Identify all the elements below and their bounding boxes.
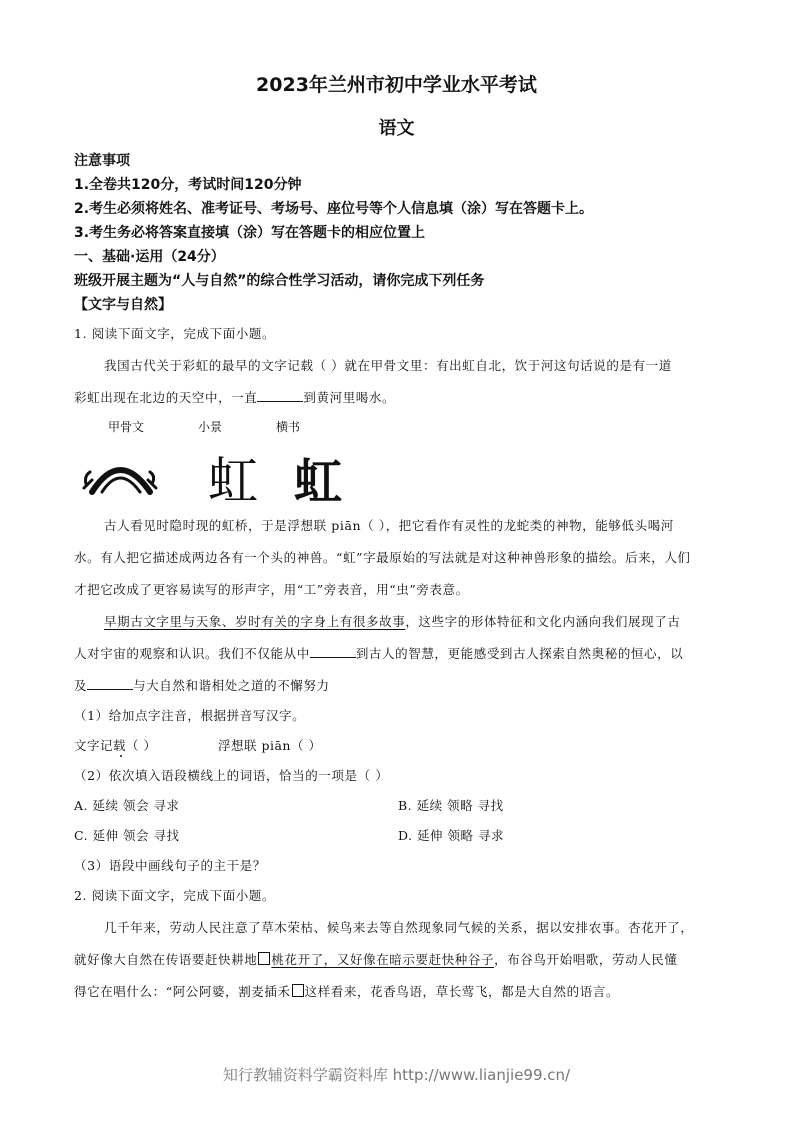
q1-paragraph-2-line-3: 才把它改成了更容易读写的形声字，用“工”旁表音，用“虫”旁表意。 (74, 582, 469, 597)
footer-watermark: 知行教辅资料学霸资料库 http://www.lianjie99.cn/ (222, 1066, 571, 1084)
oracle-bone-rainbow-glyph (84, 470, 156, 492)
section-heading: 一、基础·运用（24分） (74, 249, 225, 265)
section-intro: 班级开展主题为“人与自然”的综合性学习活动，请你完成下列任务 (74, 273, 485, 289)
notice-heading: 注意事项 (74, 153, 130, 169)
section-subheading: 【文字与自然】 (74, 297, 172, 313)
option-a: A. 延续 领会 寻求 (74, 798, 180, 813)
missing-punctuation-box (258, 952, 270, 965)
option-b: B. 延续 领略 寻找 (398, 798, 504, 813)
q1-paragraph-3-line-3: 及 与大自然和谐相处之道的不懈努力 (74, 678, 330, 693)
fill-blank-3 (87, 677, 133, 690)
rainbow-glyph-figure (80, 440, 380, 510)
dotted-char: 载 (113, 738, 127, 753)
q1-paragraph-3-line-2: 人对宇宙的观察和认识。我们不仅能从中 到古人的智慧，更能感受到古人探索自然奥秘的恒心，以 (74, 646, 684, 661)
q1-paragraph-2-line-1: 古人看见时隐时现的虹桥，于是浮想联 piān（ ），把它看作有灵性的龙蛇类的神物，能够低头喝河 (104, 518, 674, 533)
q1-stem: 1. 阅读下面文字，完成下面小题。 (74, 326, 276, 341)
q2-paragraph-line-1: 几千年来，劳动人民注意了草木荣枯、候鸟来去等自然现象同气候的关系，据以安排农事。杏花开了， (104, 920, 694, 935)
underlined-phrase: 桃花开了，又好像在暗示要赶快种谷子 (271, 952, 495, 967)
small-seal-rainbow-glyph: 虹 (208, 452, 258, 510)
fill-blank-2 (310, 645, 356, 658)
subject-title: 语文 (378, 118, 415, 139)
missing-punctuation-box (292, 984, 304, 997)
exam-title: 2023年兰州市初中学业水平考试 (256, 74, 537, 96)
q1-paragraph-3-line-1: 早期古文字里与天象、岁时有关的字身上有很多故事，这些字的形体特征和文化内涵向我们展现了古 (104, 614, 681, 629)
option-d: D. 延伸 领略 寻求 (398, 828, 504, 843)
q1-sub1-item-a: 文字记载（ ） (74, 738, 157, 753)
q1-sub-question-3: （3）语段中画线句子的主干是？ (74, 858, 266, 873)
q1-paragraph-2-line-2: 水。有人把它描述成两边各有一个头的神兽。“虹”字最原始的写法就是对这种神兽形象的描绘。后来，人们 (74, 550, 691, 565)
glyph-label-oracle: 甲骨文 (108, 420, 145, 434)
q2-paragraph-line-3: 得它在唱什么：“阿公阿婆，割麦插禾 这样看来，花香鸟语，草长莺飞，都是大自然的语言。 (74, 984, 619, 999)
option-c: C. 延伸 领会 寻找 (74, 828, 180, 843)
notice-item-3: 3.考生务必将答案直接填（涂）写在答题卡的相应位置上 (74, 225, 426, 241)
q1-sub1-item-b: 浮想联 piān（ ） (218, 738, 322, 753)
q1-sub-question-1: （1）给加点字注音，根据拼音写汉字。 (74, 708, 306, 723)
notice-item-1: 1.全卷共120分，考试时间120分钟 (74, 177, 302, 193)
q2-stem: 2. 阅读下面文字，完成下面小题。 (74, 888, 276, 903)
q1-paragraph-1-line-2: 彩虹出现在北边的天空中，一直 到黄河里喝水。 (74, 390, 396, 405)
glyph-label-small-seal: 小景 (198, 420, 223, 434)
q1-sub-question-2: （2）依次填入语段横线上的词语，恰当的一项是（ ） (74, 768, 389, 783)
q1-paragraph-1-line-1: 我国古代关于彩虹的最早的文字记载（ ）就在甲骨文里：有出虹自北，饮于河这句话说的是有一道 (104, 358, 672, 373)
glyph-label-clerical: 横书 (276, 420, 301, 434)
underlined-sentence: 早期古文字里与天象、岁时有关的字身上有很多故事 (104, 614, 406, 629)
fill-blank-1 (257, 389, 303, 402)
q2-paragraph-line-2: 就好像大自然在传语要赶快耕地 桃花开了，又好像在暗示要赶快种谷子，布谷鸟开始唱歌，劳动人民懂 (74, 952, 678, 967)
notice-item-2: 2.考生必须将姓名、准考证号、考场号、座位号等个人信息填（涂）写在答题卡上。 (74, 201, 594, 217)
clerical-rainbow-glyph: 虹 (294, 454, 343, 510)
